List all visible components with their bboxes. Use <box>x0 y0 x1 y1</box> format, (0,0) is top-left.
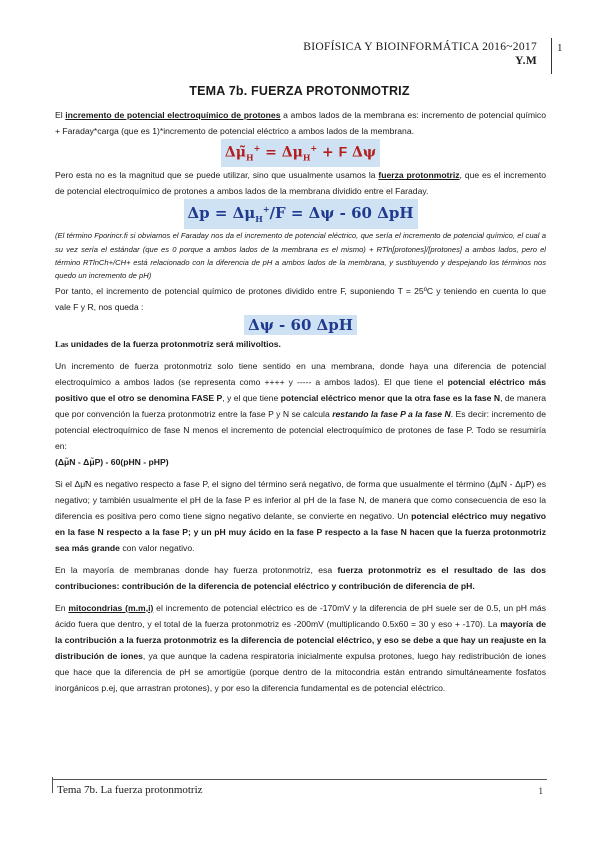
formula-part: = Δμ <box>260 144 303 161</box>
key-term: mitocondrias (m.m,i) <box>68 602 154 613</box>
document-title: TEMA 7b. FUERZA PROTONMOTRIZ <box>189 84 410 98</box>
formula-simplified <box>55 315 546 336</box>
text-bold-italic: restando la fase P a la fase N <box>332 408 451 419</box>
text: En la mayoría de membranas donde hay fuerza protonmotriz, esa <box>55 564 338 575</box>
paragraph-units <box>55 336 546 352</box>
formula-sup: + <box>310 143 318 153</box>
text: el incremento de potencial eléctrico es de -170mV y la diferencia de pH suele ser de 0.5, un pH más ácido fuera que dentro, y el total de la fuerza protonmotriz es -200mV (multiplicando 0.5x60 = 30 y eso + -170). La <box>55 602 547 629</box>
formula-inline: (Δμ̃N - Δμ̃P) - 60(pHN - pHP) <box>55 456 169 467</box>
text: , de manera que por convención la fuerza protonmotriz entre la fase P y N se calcula <box>55 392 546 419</box>
key-term: incremento de potencial electroquímico de protones <box>65 110 281 120</box>
header-page-number: 1 <box>557 42 563 54</box>
text-bold: mayoría de la contribución a la fuerza protonmotriz es la diferencia de potencial eléctrico, y eso se debe a que hay un reajuste en la distribución de iones <box>55 618 546 661</box>
formula-electrochemical <box>55 139 546 167</box>
formula-part: /F = Δψ - 60 ΔpH <box>269 204 414 223</box>
formula-sub: H <box>255 214 263 225</box>
formula-part: F <box>338 143 348 160</box>
text: Pero esta no es la magnitud que se puede utilizar, sino que usualmente usamos la <box>55 170 379 181</box>
text: Las <box>55 338 69 349</box>
key-term: fuerza protonmotriz <box>378 170 460 181</box>
footer-title: Tema 7b. La fuerza protonmotriz <box>57 784 203 796</box>
formula-sup: + <box>253 143 261 153</box>
paragraph-sign <box>55 476 546 556</box>
text: , que es el incremento de potencial electroquímico de protones a ambos lados de la membrana dividido entre el Faraday. <box>55 170 546 197</box>
text-bold: fuerza protonmotriz es el resultado de las dos contribuciones: contribución de la diferencia de potencial eléctrico y contribución de diferencia de pH. <box>55 564 546 591</box>
paragraph-therefore: Por tanto, el incremento de potencial químico de protones dividido entre F, suponiendo T = 25ºC y teniendo en cuenta lo que vale F y R, nos queda : <box>55 285 546 312</box>
text-bold: potencial eléctrico más positivo que el otro se denomina FASE P <box>55 376 546 403</box>
formula-sub: H <box>302 152 311 163</box>
formula-part: Δψ - 60 ΔpH <box>244 315 357 335</box>
text: . Es decir: incremento de potencial electroquímico de fase N menos el incremento de potencial electroquímico de protones de fase P. Todo se resumiría en: <box>55 408 546 451</box>
text: unidades de la fuerza protonmotriz será milivoltios. <box>68 338 281 349</box>
text: Si el Δμ̃N es negativo respecto a fase P, el signo del término será negativo, de forma que usualmente el término (Δμ̃N - Δμ̃P) es negativo; y también usualmente el pH de la fase P es inferior al pH de la fase N, de manera que como consecuencia de eso la diferencia es positiva pero como tiene signo negativo delante, se convierte en negativo. Un <box>55 478 546 521</box>
paragraph-mitochondria <box>55 600 546 696</box>
formula-part: Δψ <box>347 144 377 161</box>
paragraph-phases <box>55 358 546 470</box>
running-header <box>303 40 537 68</box>
text: , y el que tiene <box>222 392 281 403</box>
text-bold: potencial eléctrico muy negativo en la fase N respecto a la fase P; y un pH muy ácido en la fase P respecto a la fase N hacen que la fuerza protonmotriz sea más grande <box>55 510 546 553</box>
author-initials: Y.M <box>515 55 537 67</box>
footer-page-number: 1 <box>538 786 543 796</box>
paragraph-pmf-def <box>55 167 546 199</box>
text: con valor negativo. <box>119 542 195 553</box>
paragraph-intro <box>55 107 546 139</box>
text: , ya que aunque la cadena respiratoria inicialmente expulsa protones, luego hay redistribución de iones que hace que la diferencia de pH se amortigüe (porque dentro de la mitocondria están entrando simultáneamente fosfatos inorgánicos p.ej, que arrastran protones), y por eso la diferencia fundamental es de potencial eléctrico. <box>55 650 546 693</box>
footer-divider <box>52 779 547 780</box>
formula-part: Δμ̃ <box>224 144 246 161</box>
text: En <box>55 602 69 613</box>
paragraph-contributions <box>55 562 546 594</box>
formula-part: Δp = Δμ <box>187 204 256 223</box>
document-body <box>55 107 546 696</box>
text-bold: potencial eléctrico menor que la otra fase es la fase N <box>280 392 501 403</box>
formula-pmf <box>55 199 546 229</box>
italic-note: (El término Fporincr.fi si obviamos el Faraday nos da el incremento de potencial eléctrico, que sería el incremento de potencial químico, el cual a su vez sería el estándar (que es 0 porque a ambos lados de la membrana es el mismo) + RTln[protones]/[protones] a ambos lados, pero el término RTlnCh+/CH+ está relacionado con la diferencia de pH a ambos lados de la membrana, y sustituyendo y despejando los términos nos quedo un incremento de pH) <box>55 231 546 281</box>
formula-sup: + <box>262 204 270 215</box>
formula-part: + <box>317 144 339 161</box>
formula-sub: H <box>246 152 254 163</box>
course-title: BIOFÍSICA Y BIOINFORMÁTICA 2016~2017 <box>303 41 537 53</box>
text: a ambos lados de la membrana es: incremento de potencial químico + Faraday*carga (que es 1)*incremento de potencial eléctrico a ambos lados de la membrana. <box>55 110 547 136</box>
text: Un incremento de fuerza protonmotriz solo tiene sentido en una membrana, donde haya una diferencia de potencial electroquímico a ambos lados (se representa como ++++ y ----- a ambos lados). El que tiene el <box>55 360 546 387</box>
text: El <box>55 110 66 120</box>
header-divider <box>551 38 552 74</box>
